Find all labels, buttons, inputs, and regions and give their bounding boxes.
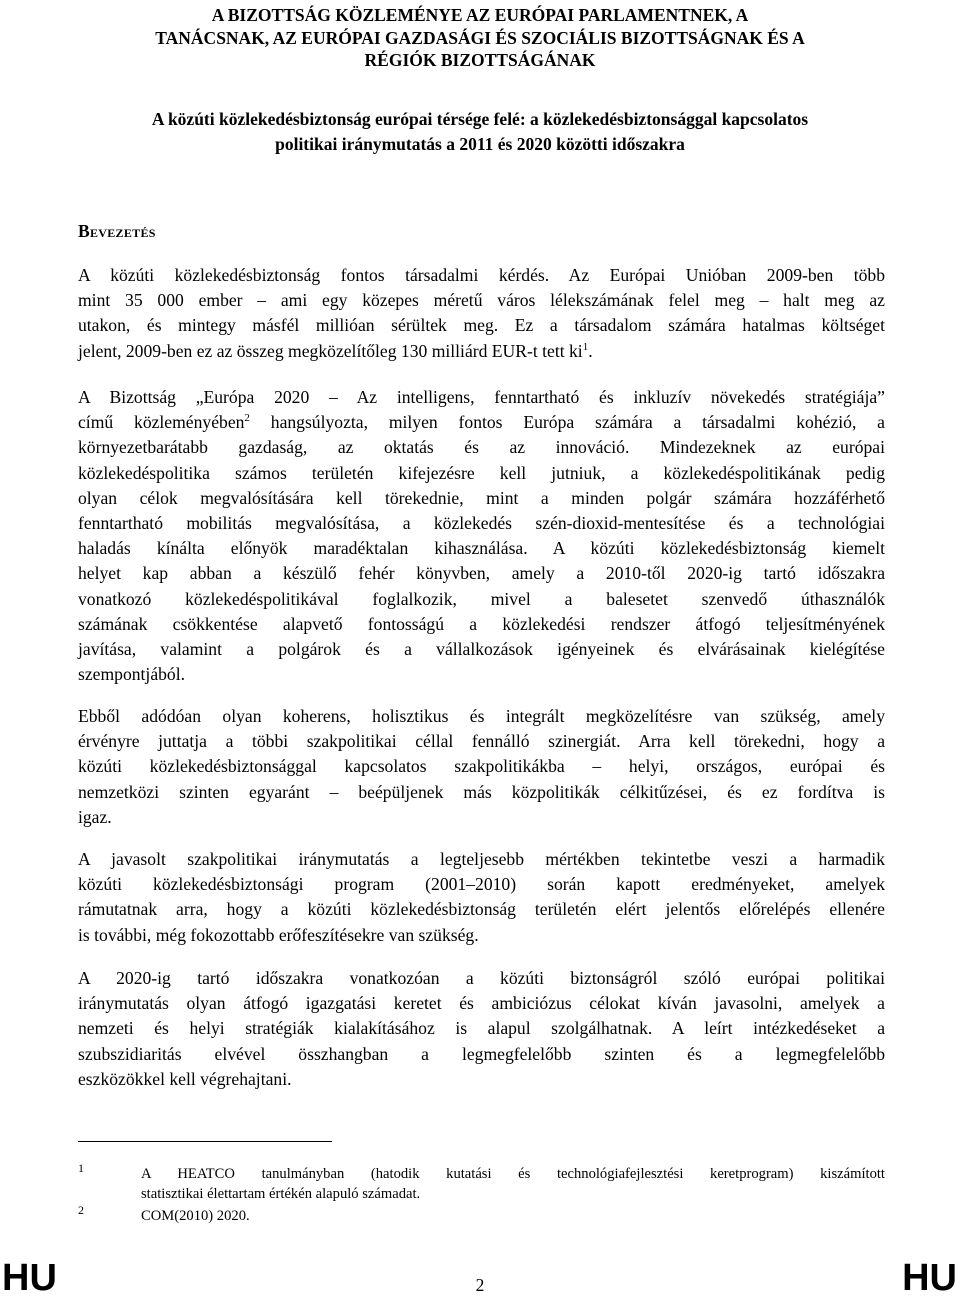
footnote-text — [141, 1206, 885, 1226]
title-line-3: RÉGIÓK BIZOTTSÁGÁNAK — [364, 50, 596, 70]
paragraph-line: A javasolt szakpolitikai iránymutatás a legteljesebb mértékben tekintetbe veszi a harmadik — [78, 849, 885, 869]
paragraph-line: közlekedéspolitika számos területén kifejezésre kell jutniuk, a közlekedéspolitikának pedig — [78, 462, 885, 483]
paragraph-text: jelent, 2009-ben ez az összeg megközelítőleg 130 milliárd EUR-t tett ki — [78, 340, 583, 361]
footnote-text — [141, 1164, 885, 1204]
paragraph-line: olyan célok megvalósítására kell törekednie, mint a minden polgár számára hozzáférhető — [78, 487, 885, 508]
paragraph-line: A Bizottság „Európa 2020 – Az intelligens, fenntartható és inkluzív növekedés stratégiája” — [78, 387, 885, 407]
footnote-ref-1[interactable]: 1 — [582, 340, 589, 353]
subtitle-line-1: A közúti közlekedésbiztonság európai térsége felé: a közlekedésbiztonsággal kapcsolatos — [151, 109, 809, 129]
paragraph-text: című közleményében — [78, 412, 245, 433]
paragraph-line: helyet kap abban a készülő fehér könyvben, amely a 2010-től 2020-ig tartó időszakra — [78, 563, 885, 584]
footnote-divider — [78, 1141, 332, 1142]
sentence-end: . — [588, 340, 593, 361]
document-title — [60, 4, 900, 72]
paragraph-line: számának csökkentése alapvető fontosságú a közlekedési rendszer átfogó teljesítményének — [78, 613, 885, 634]
paragraph-line: A közúti közlekedésbiztonság fontos társadalmi kérdés. Az Európai Unióban 2009-ben több — [78, 265, 885, 285]
paragraph-line: iránymutatás olyan átfogó igazgatási keretet és ambiciózus célokat kíván javasolni, amelyek a — [78, 993, 885, 1014]
paragraph-line: is további, még fokozottabb erőfeszítésekre van szükség. — [78, 924, 479, 945]
footnote-line: statisztikai élettartam értékén alapuló számadat. — [141, 1186, 421, 1202]
paragraph-line: rámutatnak arra, hogy a közúti közlekedésbiztonság területén elért jelentős előrelépés ellenére — [78, 899, 885, 920]
paragraph-line: szubszidiaritás elvével összhangban a legmegfelelőbb szinten és a legmegfelelőbb — [78, 1043, 885, 1064]
paragraph-line — [78, 410, 885, 435]
paragraph-line: haladás kínálta előnyök maradéktalan kihasználása. A közúti közlekedésbiztonság kiemelt — [78, 538, 885, 559]
paragraph-line: közúti közlekedésbiztonsággal kapcsolatos szakpolitikákba – helyi, országos, európai és — [78, 756, 885, 777]
footnote-line: COM(2010) 2020. — [141, 1208, 250, 1224]
title-line-1: A BIZOTTSÁG KÖZLEMÉNYE AZ EURÓPAI PARLAMENTNEK, A — [211, 5, 749, 25]
footnote-ref-2[interactable]: 2 — [244, 412, 250, 425]
language-code-right: HU — [902, 1257, 957, 1299]
footnote-number: 2 — [78, 1203, 84, 1217]
paragraph-line: mint 35 000 ember – ami egy közepes méretű város lélekszámának felel meg – halt meg az — [78, 290, 885, 311]
language-code-left: HU — [2, 1257, 57, 1299]
paragraph-line: szempontjából. — [78, 664, 186, 685]
paragraph-line: érvényre juttatja a többi szakpolitikai céllal fennálló szinergiát. Arra kell törekedni, hogy a — [78, 731, 885, 752]
paragraph-line: A 2020-ig tartó időszakra vonatkozóan a közúti biztonságról szóló európai politikai — [78, 968, 885, 988]
title-line-2: TANÁCSNAK, AZ EURÓPAI GAZDASÁGI ÉS SZOCIÁLIS BIZOTTSÁGNAK ÉS A — [155, 27, 805, 48]
paragraph-line: igaz. — [78, 806, 112, 827]
footnote-line: A HEATCO tanulmányban (hatodik kutatási és technológiafejlesztési keretprogram) kiszámított — [141, 1166, 885, 1182]
page-number: 2 — [475, 1275, 485, 1295]
subtitle-line-2: politikai iránymutatás a 2011 és 2020 közötti időszakra — [275, 134, 685, 154]
paragraph-line: nemzetközi szinten egyaránt – beépüljenek más közpolitikák célkitűzései, és ez fordítva is — [78, 781, 885, 802]
paragraph-line: utakon, és mintegy másfél millióan sérültek meg. Ez a társadalom számára hatalmas költséget — [78, 315, 885, 336]
paragraph-5 — [78, 966, 885, 1092]
paragraph-1 — [78, 263, 885, 364]
paragraph-line: Ebből adódóan olyan koherens, holisztikus és integrált megközelítésre van szükség, amely — [78, 706, 885, 726]
paragraph-line: nemzeti és helyi stratégiák kialakításához is alapul szolgálhatnak. A leírt intézkedéseket a — [78, 1018, 885, 1039]
footnote-number: 1 — [78, 1161, 84, 1175]
paragraph-4 — [78, 847, 885, 948]
paragraph-line: javítása, valamint a polgárok és a vállalkozások igényeinek és elvárásainak kielégítése — [78, 638, 885, 659]
paragraph-2 — [78, 385, 885, 687]
section-heading-introduction: Bevezetés — [78, 221, 156, 241]
paragraph-line: környezetbarátabb gazdaság, az oktatás és az innováció. Mindezeknek az európai — [78, 437, 885, 458]
paragraph-text: hangsúlyozta, milyen fontos Európa számára a társadalmi kohézió, a — [270, 412, 885, 433]
paragraph-3 — [78, 704, 885, 830]
paragraph-line: eszközökkel kell végrehajtani. — [78, 1068, 292, 1089]
paragraph-line: vonatkozó közlekedéspolitikával foglalkozik, mivel a balesetet szenvedő úthasználók — [78, 588, 885, 609]
document-subtitle — [60, 107, 900, 157]
paragraph-line: fenntartható mobilitás megvalósítása, a közlekedés szén-dioxid-mentesítése és a technológiai — [78, 512, 885, 533]
paragraph-line — [78, 339, 885, 364]
paragraph-line: közúti közlekedésbiztonsági program (2001–2010) során kapott eredményeket, amelyek — [78, 874, 885, 895]
